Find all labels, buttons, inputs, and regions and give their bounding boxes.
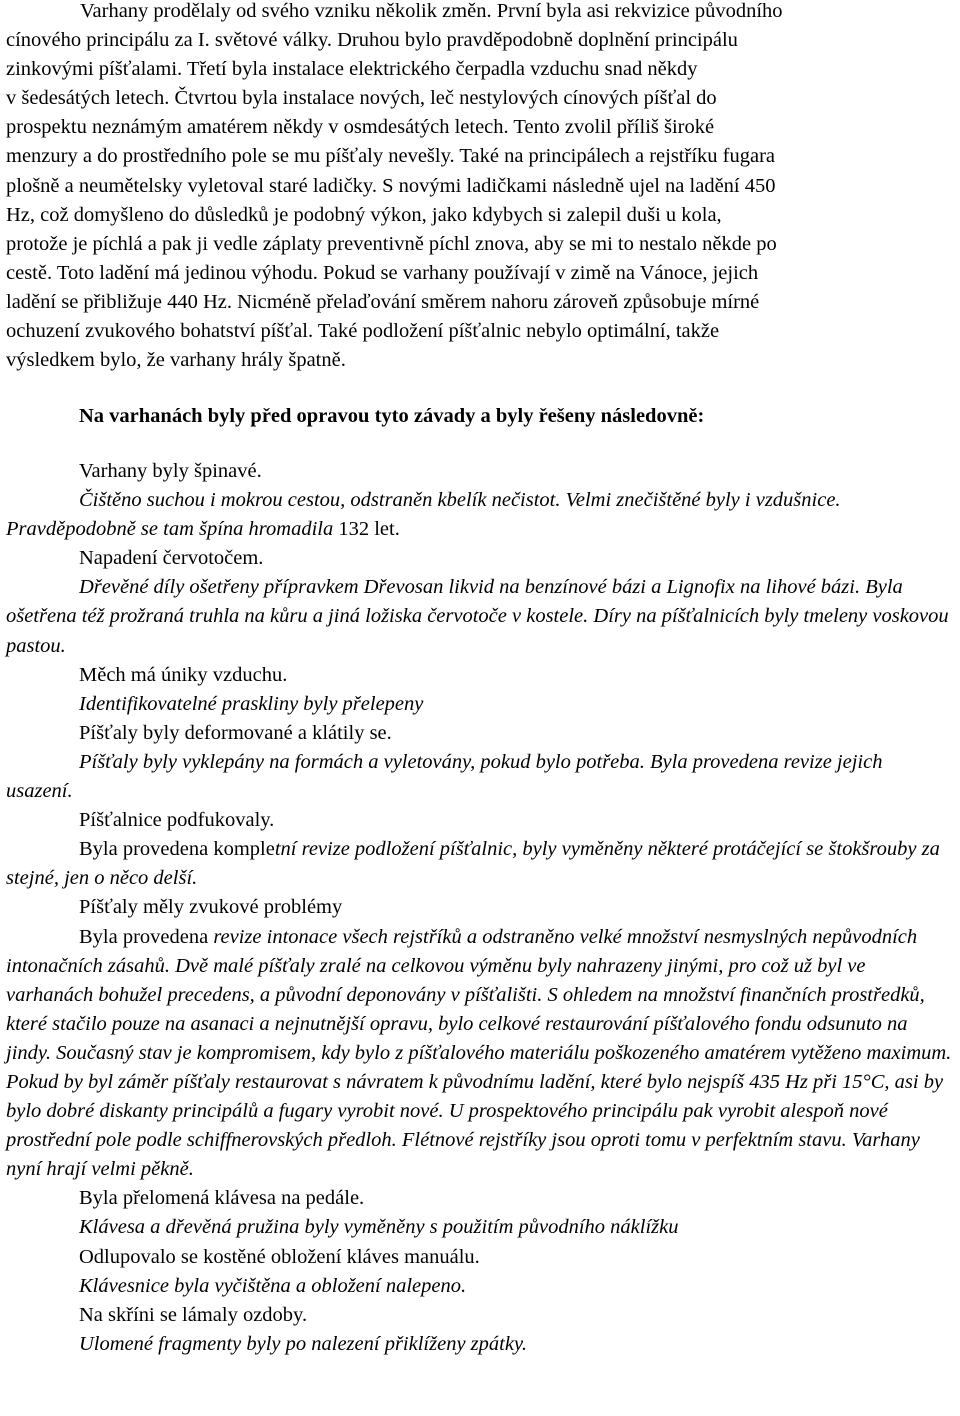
defect-problem: Na skříni se lámaly ozdoby. [79,1303,308,1326]
solution-text: Čištěno suchou i mokrou cestou, odstraněn kbelík nečistot. Velmi znečištěné byly i vzdušnice. Pravděpodobně se tam špína hromadila [6,489,841,541]
solution-lead-text: Byla provedena [79,925,214,948]
defect-solution: Dřevěné díly ošetřeny přípravkem Dřevosan likvid na benzínové bázi a Lignofix na lihové bázi. Byla ošetřena též prožraná truhla na kůru a jiná ložiska červotoče v kostele. Díry na píšťalnicích byly tmeleny voskovou pastou. [6,576,949,657]
intro-paragraph [6,0,954,375]
intro-line: protože je píchlá a pak ji vedle záplaty preventivně píchl znova, aby se mi to nestalo někde po [6,232,777,255]
intro-line: plošně a neumětelsky vyletoval staré ladičky. S novými ladičkami následně ujel na ladění 450 [6,174,776,197]
intro-line: v šedesátých letech. Čtvrtou byla instalace nových, leč nestylových cínových píšťal do [6,87,717,110]
defect-problem: Píšťalnice podfukovaly. [79,809,275,832]
intro-line: Varhany prodělaly od svého vzniku několik změn. První byla asi rekvizice původního [80,0,783,22]
intro-line: cestě. Toto ladění má jedinou výhodu. Pokud se varhany používají v zimě na Vánoce, jejich [6,261,759,284]
defect-solution [6,486,954,544]
intro-line: zinkovými píšťalami. Třetí byla instalace elektrického čerpadla vzduchu snad někdy [6,58,698,81]
defect-problem: Píšťaly byly deformované a klátily se. [79,721,392,744]
intro-line: ladění se přibližuje 440 Hz. Nicméně přelaďování směrem nahoru zároveň způsobuje mírné [6,290,760,313]
defect-solution: Identifikovatelné praskliny byly přelepeny [79,692,424,715]
solution-text: revize intonace všech rejstříků a odstraněno velké množství nesmyslných nepůvodních intonačních zásahů. Dvě malé píšťaly zralé na celkovou výměnu byly nahrazeny jinými, pro což už byl ve varhanách bohužel precedens, a původní deponovány v píšťališti. S ohledem na množství finančních prostředků, které stačilo pouze na asanaci a nejnutnější opravu, bylo celkové restaurování píšťalového fondu odsunuto na jindy. Současný stav je kompromisem, kdy bylo z píšťalového materiálu poškozeného amatérem vytěženo maximum. Pokud by byl záměr píšťaly restaurovat s návratem k původnímu ladění, které bylo nejspíš 435 Hz při 15°C, asi by bylo dobré diskanty principálů a fugary vyrobit nové. U prospektového principálu pak vyrobit alespoň nové prostřední pole podle schiffnerovských předloh. Flétnové rejstříky jsou oproti tomu v perfektním stavu. Varhany nyní hrají velmi pěkně. [6,925,952,1181]
solution-text: tní revize podložení píšťalnic, byly vyměněny některé protáčející se štokšrouby za stejné, jen o něco delší. [6,838,940,890]
section-heading: Na varhanách byly před opravou tyto závady a byly řešeny následovně: [79,405,705,427]
defect-solution [6,923,954,1185]
defect-problem: Varhany byly špinavé. [79,460,262,482]
defect-problem: Měch má úniky vzduchu. [79,663,288,686]
defect-solution: Klávesnice byla vyčištěna a obložení nalepeno. [79,1274,467,1297]
defect-list [6,457,954,1359]
defect-solution: Ulomené fragmenty byly po nalezení přiklíženy zpátky. [79,1332,528,1355]
intro-line: Hz, což domyšleno do důsledků je podobný výkon, jako kdybych si zalepil duši u kola, [6,203,722,226]
intro-line: cínového principálu za I. světové války. Druhou bylo pravděpodobně doplnění principálu [6,29,738,52]
intro-line: výsledkem bylo, že varhany hrály špatně. [6,349,346,372]
defect-problem: Píšťaly měly zvukové problémy [79,896,343,919]
intro-line: ochuzení zvukového bohatství píšťal. Také podložení píšťalnic nebylo optimální, takže [6,320,720,343]
intro-line: menzury a do prostředního pole se mu píšťaly nevešly. Také na principálech a rejstříku fugara [6,145,775,168]
defect-problem: Byla přelomená klávesa na pedále. [79,1187,365,1210]
solution-upright-text: 132 let. [338,518,400,541]
defect-solution [6,835,954,893]
defect-problem: Napadení červotočem. [79,547,264,570]
defect-problem: Odlupovalo se kostěné obložení kláves manuálu. [79,1245,480,1268]
solution-lead-text: Byla provedena komple [79,838,275,861]
defect-solution: Píšťaly byly vyklepány na formách a vyletovány, pokud bylo potřeba. Byla provedena revize jejich usazení. [6,750,883,803]
defect-solution: Klávesa a dřevěná pružina byly vyměněny s použitím původního náklížku [79,1216,679,1239]
intro-line: prospektu neznámým amatérem někdy v osmdesátých letech. Tento zvolil příliš široké [6,116,715,139]
